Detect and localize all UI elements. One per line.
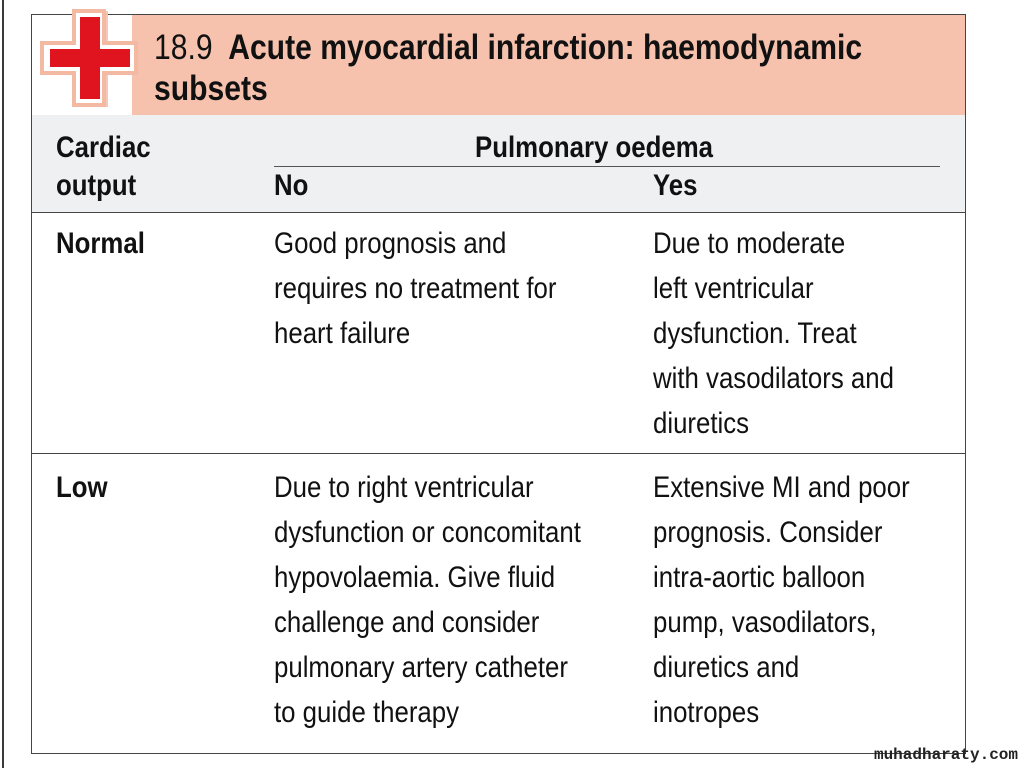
cell-line: prognosis. Consider [653,516,883,549]
cell-line: requires no treatment for [274,272,557,305]
table-card [31,14,966,754]
cell-line: with vasodilators and [653,362,894,395]
table-number: 18.9 [154,28,213,67]
cell-line: inotropes [653,696,760,729]
left-border-rule [2,0,4,768]
watermark: muhadharaty.com [873,746,1018,764]
title-line-1: Acute myocardial infarction: haemodynamic [228,28,863,67]
cell-line: diuretics and [653,651,800,684]
row-divider [32,453,965,454]
header-cardiac: Cardiac [56,131,151,164]
row-label-normal: Normal [56,227,145,260]
cell-line: heart failure [274,317,411,350]
header-no: No [274,169,309,202]
cell-line: pulmonary artery catheter [274,651,568,684]
cell-line: Good prognosis and [274,227,507,260]
header-group-underline [274,166,940,167]
cell-line: diuretics [653,407,750,440]
table-title [154,27,863,109]
header-pulmonary-oedema: Pulmonary oedema [475,131,714,164]
cell-line: Due to moderate [653,227,846,260]
cell-line: dysfunction. Treat [653,317,857,350]
header-output: output [56,169,137,202]
title-line-2: subsets [154,69,268,108]
header-yes: Yes [653,169,698,202]
cell-line: to guide therapy [274,696,460,729]
cell-line: challenge and consider [274,606,540,639]
medical-cross-icon [38,5,148,115]
row-label-low: Low [56,471,108,504]
cell-line: hypovolaemia. Give fluid [274,561,556,594]
cell-line: left ventricular [653,272,814,305]
cell-line: dysfunction or concomitant [274,516,581,549]
cell-line: Extensive MI and poor [653,471,910,504]
cell-line: intra-aortic balloon [653,561,866,594]
cell-line: pump, vasodilators, [653,606,877,639]
cell-line: Due to right ventricular [274,471,534,504]
